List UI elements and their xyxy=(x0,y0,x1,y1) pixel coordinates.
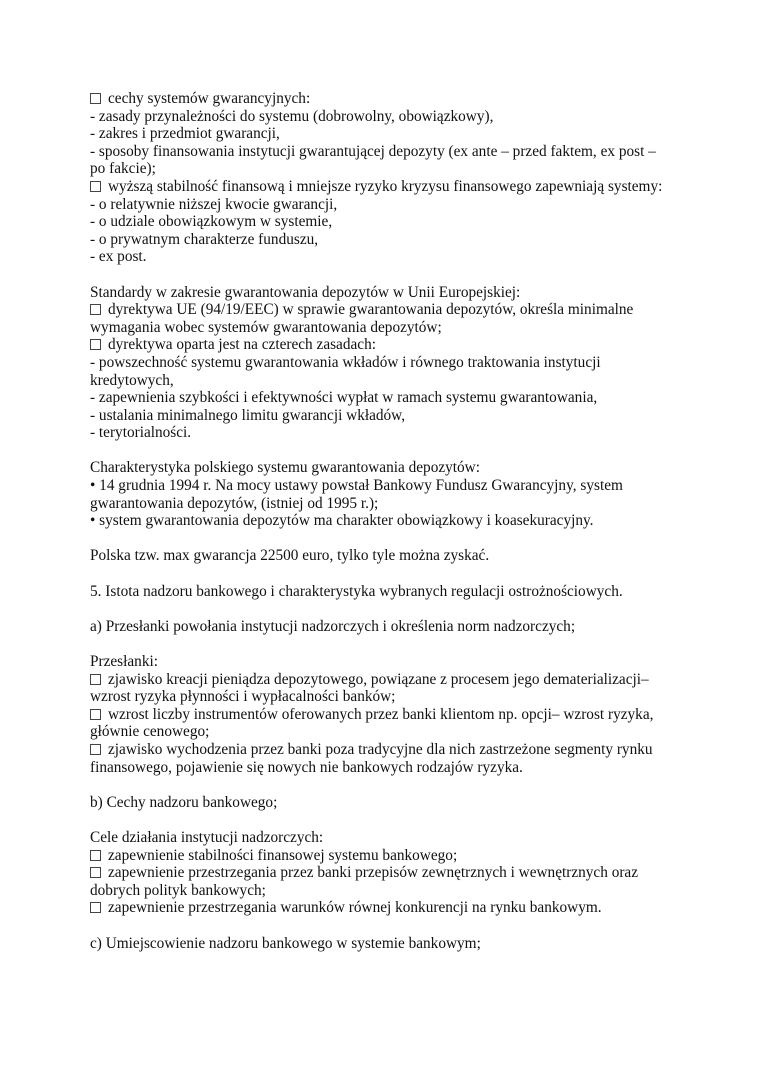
blank-line xyxy=(90,917,680,935)
line-text: wyższą stabilność finansową i mniejsze ryzyko kryzysu finansowego zapewniają systemy: xyxy=(108,177,663,195)
blank-line xyxy=(90,811,680,829)
bullet-box-icon xyxy=(90,304,101,315)
line-text: zapewnienie przestrzegania przez banki przepisów zewnętrznych i wewnętrznych oraz xyxy=(108,864,639,882)
bullet-line xyxy=(90,671,680,689)
line-text: po fakcie); xyxy=(90,160,156,178)
text-line xyxy=(90,125,680,143)
line-text: - o relatywnie niższej kwocie gwarancji, xyxy=(90,195,338,213)
bullet-line xyxy=(90,847,680,865)
text-line xyxy=(90,407,680,425)
text-line xyxy=(90,794,680,812)
line-text: głównie cenowego; xyxy=(90,723,210,741)
blank-line xyxy=(90,600,680,618)
line-text: - o prywatnym charakterze funduszu, xyxy=(90,230,319,248)
line-text: - zapewnienia szybkości i efektywności wypłat w ramach systemu gwarantowania, xyxy=(90,389,598,407)
text-line xyxy=(90,583,680,601)
text-line xyxy=(90,882,680,900)
bullet-box-icon xyxy=(90,709,101,720)
bullet-line xyxy=(90,90,680,108)
text-line xyxy=(90,213,680,231)
line-text: Polska tzw. max gwarancja 22500 euro, tylko tyle można zyskać. xyxy=(90,547,490,565)
text-line xyxy=(90,372,680,390)
line-text: Standardy w zakresie gwarantowania depozytów w Unii Europejskiej: xyxy=(90,283,521,301)
line-text: zapewnienie stabilności finansowej systemu bankowego; xyxy=(108,846,458,864)
line-text: • system gwarantowania depozytów ma charakter obowiązkowy i koasekuracyjny. xyxy=(90,512,594,530)
blank-line xyxy=(90,442,680,460)
text-line xyxy=(90,495,680,513)
blank-line xyxy=(90,530,680,548)
line-text: wymagania wobec systemów gwarantowania depozytów; xyxy=(90,318,442,336)
text-line xyxy=(90,196,680,214)
line-text: - o udziale obowiązkowym w systemie, xyxy=(90,213,333,231)
text-line xyxy=(90,459,680,477)
bullet-box-icon xyxy=(90,93,101,104)
text-line xyxy=(90,108,680,126)
text-line xyxy=(90,389,680,407)
bullet-box-icon xyxy=(90,744,101,755)
bullet-line xyxy=(90,336,680,354)
line-text: b) Cechy nadzoru bankowego; xyxy=(90,793,278,811)
bullet-line xyxy=(90,178,680,196)
line-text: zjawisko kreacji pieniądza depozytowego, powiązane z procesem jego dematerializacji– xyxy=(108,670,649,688)
line-text: - ustalania minimalnego limitu gwarancji wkładów, xyxy=(90,406,406,424)
line-text: - sposoby finansowania instytucji gwarantującej depozyty (ex ante – przed faktem, ex post – xyxy=(90,142,656,160)
text-line xyxy=(90,829,680,847)
blank-line xyxy=(90,266,680,284)
bullet-box-icon xyxy=(90,902,101,913)
bullet-line xyxy=(90,706,680,724)
line-text: gwarantowania depozytów, (istniej od 1995 r.); xyxy=(90,494,379,512)
line-text: kredytowych, xyxy=(90,371,174,389)
text-line xyxy=(90,512,680,530)
line-text: finansowego, pojawienie się nowych nie bankowych rodzajów ryzyka. xyxy=(90,758,523,776)
text-line xyxy=(90,935,680,953)
text-line xyxy=(90,653,680,671)
bullet-box-icon xyxy=(90,850,101,861)
blank-line xyxy=(90,635,680,653)
line-text: • 14 grudnia 1994 r. Na mocy ustawy powstał Bankowy Fundusz Gwarancyjny, system xyxy=(90,477,623,495)
text-line xyxy=(90,688,680,706)
text-line xyxy=(90,759,680,777)
text-line xyxy=(90,618,680,636)
text-line xyxy=(90,248,680,266)
bullet-box-icon xyxy=(90,181,101,192)
line-text: Cele działania instytucji nadzorczych: xyxy=(90,828,324,846)
line-text: zjawisko wychodzenia przez banki poza tradycyjne dla nich zastrzeżone segmenty rynku xyxy=(108,740,653,758)
blank-line xyxy=(90,776,680,794)
bullet-line xyxy=(90,301,680,319)
text-line xyxy=(90,547,680,565)
bullet-box-icon xyxy=(90,674,101,685)
line-text: dyrektywa UE (94/19/EEC) w sprawie gwarantowania depozytów, określa minimalne xyxy=(108,301,634,319)
text-line xyxy=(90,319,680,337)
line-text: zapewnienie przestrzegania warunków równej konkurencji na rynku bankowym. xyxy=(108,899,602,917)
text-line xyxy=(90,477,680,495)
line-text: dyrektywa oparta jest na czterech zasadach: xyxy=(108,336,376,354)
text-line xyxy=(90,424,680,442)
bullet-line xyxy=(90,741,680,759)
bullet-box-icon xyxy=(90,867,101,878)
line-text: - zakres i przedmiot gwarancji, xyxy=(90,125,280,143)
line-text: wzrost liczby instrumentów oferowanych przez banki klientom np. opcji– wzrost ryzyka, xyxy=(108,705,654,723)
line-text: 5. Istota nadzoru bankowego i charakterystyka wybranych regulacji ostrożnościowych. xyxy=(90,582,623,600)
line-text: cechy systemów gwarancyjnych: xyxy=(108,90,311,107)
text-line xyxy=(90,723,680,741)
document-page xyxy=(90,90,680,952)
bullet-line xyxy=(90,864,680,882)
line-text: c) Umiejscowienie nadzoru bankowego w systemie bankowym; xyxy=(90,934,481,952)
line-text: Charakterystyka polskiego systemu gwarantowania depozytów: xyxy=(90,459,480,477)
line-text: - zasady przynależności do systemu (dobrowolny, obowiązkowy), xyxy=(90,107,494,125)
line-text: wzrost ryzyka płynności i wypłacalności banków; xyxy=(90,688,396,706)
text-line xyxy=(90,231,680,249)
line-text: Przesłanki: xyxy=(90,653,158,670)
line-text: - powszechność systemu gwarantowania wkładów i równego traktowania instytucji xyxy=(90,353,601,371)
blank-line xyxy=(90,565,680,583)
text-line xyxy=(90,284,680,302)
line-text: - ex post. xyxy=(90,248,147,266)
line-text: dobrych polityk bankowych; xyxy=(90,881,266,899)
bullet-line xyxy=(90,899,680,917)
line-text: - terytorialności. xyxy=(90,424,192,442)
text-line xyxy=(90,160,680,178)
text-line xyxy=(90,354,680,372)
line-text: a) Przesłanki powołania instytucji nadzorczych i określenia norm nadzorczych; xyxy=(90,617,576,635)
text-line xyxy=(90,143,680,161)
bullet-box-icon xyxy=(90,339,101,350)
